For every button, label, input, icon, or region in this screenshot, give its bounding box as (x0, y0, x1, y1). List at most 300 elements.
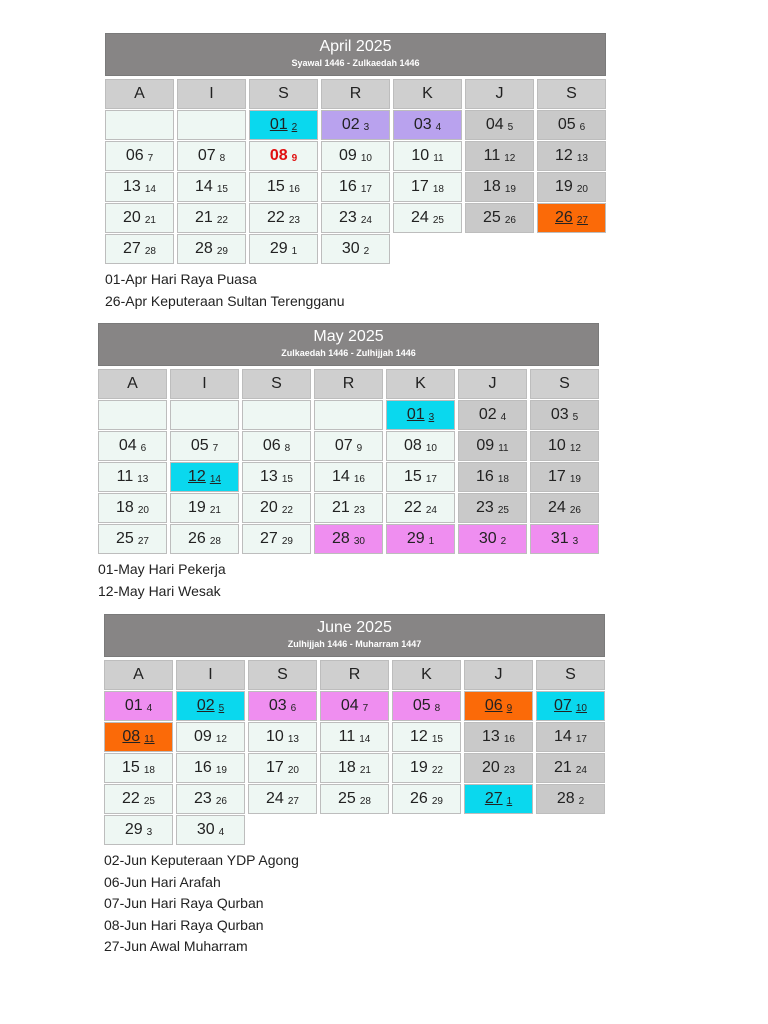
weekday-header: S (242, 369, 311, 399)
day-cell (176, 722, 245, 752)
gregorian-day: 30 (196, 821, 215, 838)
day-cell (320, 691, 389, 721)
gregorian-day: 17 (411, 178, 429, 195)
gregorian-day: 14 (332, 468, 350, 485)
holiday-item: 07-Jun Hari Raya Qurban (104, 895, 264, 911)
hijri-day: 22 (216, 215, 228, 226)
gregorian-day: 10 (266, 728, 284, 745)
day-cell (321, 110, 390, 140)
gregorian-day: 13 (260, 468, 278, 485)
day-cell (170, 493, 239, 523)
gregorian-day: 19 (410, 759, 428, 776)
holiday-item: 01-Apr Hari Raya Puasa (105, 271, 257, 287)
day-cell (386, 524, 455, 554)
day-cell (98, 462, 167, 492)
gregorian-day: 02 (341, 116, 360, 133)
day-cell (177, 203, 246, 233)
hijri-day: 20 (137, 505, 149, 516)
day-cell (392, 753, 461, 783)
gregorian-day: 11 (483, 147, 501, 164)
gregorian-day: 15 (404, 468, 422, 485)
gregorian-day: 21 (554, 759, 572, 776)
day-cell (530, 400, 599, 430)
hijri-day: 17 (425, 474, 437, 485)
holiday-item: 26-Apr Keputeraan Sultan Terengganu (105, 292, 345, 309)
day-cell (458, 462, 527, 492)
gregorian-day: 27 (123, 240, 141, 257)
calendar-grid (105, 79, 606, 264)
hijri-day: 23 (353, 505, 365, 516)
gregorian-day[interactable]: 08 (122, 728, 141, 745)
hijri-day: 2 (500, 536, 507, 547)
day-cell (176, 753, 245, 783)
day-cell[interactable] (536, 691, 605, 721)
hijri-day: 24 (575, 765, 587, 776)
day-cell (170, 524, 239, 554)
gregorian-day: 24 (411, 209, 429, 226)
weekday-header: R (320, 660, 389, 690)
gregorian-day: 18 (116, 499, 134, 516)
gregorian-day: 05 (557, 116, 576, 133)
day-cell (465, 110, 534, 140)
day-cell[interactable] (464, 691, 533, 721)
gregorian-day[interactable]: 01 (269, 116, 288, 133)
hijri-day: 18 (143, 765, 155, 776)
day-cell (249, 234, 318, 264)
hijri-day: 27 (287, 796, 299, 807)
gregorian-day[interactable]: 12 (188, 468, 206, 485)
gregorian-day: 01 (124, 697, 143, 714)
day-cell (537, 172, 606, 202)
day-cell (464, 722, 533, 752)
gregorian-day: 20 (123, 209, 141, 226)
hijri-day: 9 (506, 703, 513, 714)
day-cell (393, 141, 462, 171)
hijri-day: 4 (146, 703, 153, 714)
day-cell (177, 141, 246, 171)
day-cell[interactable] (249, 110, 318, 140)
empty-cell (98, 400, 167, 430)
gregorian-day: 15 (267, 178, 285, 195)
hijri-day: 15 (431, 734, 443, 745)
gregorian-day: 07 (197, 147, 216, 164)
day-cell (104, 784, 173, 814)
day-cell (242, 431, 311, 461)
holiday-item: 12-May Hari Wesak (98, 582, 221, 599)
hijri-day: 25 (432, 215, 444, 226)
hijri-day: 29 (216, 246, 228, 257)
day-cell (320, 753, 389, 783)
gregorian-day: 22 (122, 790, 140, 807)
hijri-day: 16 (353, 474, 365, 485)
hijri-day: 4 (218, 827, 225, 838)
day-cell (170, 431, 239, 461)
day-cell[interactable] (170, 462, 239, 492)
hijri-day: 19 (215, 765, 227, 776)
hijri-day: 14 (359, 734, 371, 745)
day-cell (248, 753, 317, 783)
gregorian-day: 06 (125, 147, 144, 164)
gregorian-day: 02 (478, 406, 497, 423)
weekday-header: J (464, 660, 533, 690)
holiday-item: 02-Jun Keputeraan YDP Agong (104, 852, 299, 868)
gregorian-day: 28 (195, 240, 213, 257)
day-cell (537, 110, 606, 140)
gregorian-day: 09 (194, 728, 212, 745)
hijri-day: 5 (572, 412, 579, 423)
gregorian-day: 23 (339, 209, 357, 226)
day-cell (536, 753, 605, 783)
day-cell[interactable] (537, 203, 606, 233)
day-cell (458, 431, 527, 461)
day-cell (321, 141, 390, 171)
gregorian-day: 30 (341, 240, 360, 257)
hijri-day: 1 (291, 246, 298, 257)
month-title: June 2025 (317, 619, 392, 636)
day-cell (465, 172, 534, 202)
gregorian-day: 10 (411, 147, 430, 164)
day-cell (458, 524, 527, 554)
hijri-day: 19 (504, 184, 516, 195)
day-cell[interactable] (464, 784, 533, 814)
month-header (105, 33, 606, 76)
day-cell (98, 524, 167, 554)
hijri-day: 1 (506, 796, 513, 807)
hijri-day: 3 (146, 827, 153, 838)
gregorian-day: 18 (483, 178, 501, 195)
day-cell (392, 691, 461, 721)
gregorian-day: 22 (267, 209, 285, 226)
hijri-day: 4 (500, 412, 507, 423)
hijri-day: 14 (144, 184, 156, 195)
hijri-day: 20 (576, 184, 588, 195)
day-cell (386, 431, 455, 461)
hijri-day: 13 (576, 153, 588, 164)
hijri-day: 2 (291, 122, 298, 133)
gregorian-day: 05 (190, 437, 209, 454)
gregorian-day: 06 (262, 437, 281, 454)
day-cell (393, 172, 462, 202)
empty-cell (105, 110, 174, 140)
weekday-header: S (530, 369, 599, 399)
day-cell (314, 462, 383, 492)
calendar-april-2025 (105, 33, 606, 312)
weekday-header: S (536, 660, 605, 690)
gregorian-day: 27 (260, 530, 278, 547)
hijri-day: 18 (432, 184, 444, 195)
holiday-item: 27-Jun Awal Muharram (104, 938, 248, 954)
day-cell (314, 493, 383, 523)
hijri-day: 21 (209, 505, 221, 516)
gregorian-day: 08 (269, 147, 288, 164)
day-cell (530, 493, 599, 523)
gregorian-day: 20 (482, 759, 500, 776)
hijri-day: 9 (356, 443, 363, 454)
hijri-day: 24 (360, 215, 372, 226)
hijri-day: 22 (281, 505, 293, 516)
day-cell (392, 722, 461, 752)
empty-cell (170, 400, 239, 430)
holiday-list (98, 559, 599, 602)
hijri-day: 6 (290, 703, 297, 714)
day-cell (105, 234, 174, 264)
day-cell (386, 493, 455, 523)
gregorian-day: 20 (260, 499, 278, 516)
weekday-header: I (176, 660, 245, 690)
holiday-item: 06-Jun Hari Arafah (104, 873, 221, 890)
gregorian-day: 25 (116, 530, 134, 547)
weekday-header: I (177, 79, 246, 109)
gregorian-day: 28 (556, 790, 575, 807)
day-cell (392, 784, 461, 814)
day-cell (248, 722, 317, 752)
hijri-day: 24 (425, 505, 437, 516)
day-cell (386, 462, 455, 492)
weekday-header: J (458, 369, 527, 399)
day-cell (177, 234, 246, 264)
day-cell (242, 493, 311, 523)
gregorian-day: 17 (548, 468, 566, 485)
gregorian-day: 23 (476, 499, 494, 516)
hijri-day: 3 (428, 412, 435, 423)
gregorian-day: 19 (188, 499, 206, 516)
gregorian-day: 30 (478, 530, 497, 547)
hijri-day: 12 (215, 734, 227, 745)
weekday-header: A (98, 369, 167, 399)
hijri-day: 29 (281, 536, 293, 547)
day-cell[interactable] (176, 691, 245, 721)
gregorian-day: 03 (550, 406, 569, 423)
day-cell (249, 203, 318, 233)
hijri-day: 8 (284, 443, 291, 454)
hijri-day: 20 (287, 765, 299, 776)
gregorian-day: 11 (116, 468, 134, 485)
holiday-item: 01-May Hari Pekerja (98, 561, 226, 577)
gregorian-day[interactable]: 06 (484, 697, 503, 714)
gregorian-day: 12 (410, 728, 428, 745)
day-cell (176, 784, 245, 814)
gregorian-day: 25 (338, 790, 356, 807)
weekday-header: A (104, 660, 173, 690)
day-cell (98, 493, 167, 523)
hijri-day: 15 (216, 184, 228, 195)
day-cell (321, 234, 390, 264)
gregorian-day: 11 (338, 728, 356, 745)
gregorian-day[interactable]: 26 (555, 209, 573, 226)
gregorian-day: 13 (482, 728, 500, 745)
hijri-day: 26 (504, 215, 516, 226)
day-cell (98, 431, 167, 461)
gregorian-day: 21 (195, 209, 213, 226)
day-cell (104, 815, 173, 845)
hijri-day: 28 (209, 536, 221, 547)
gregorian-day: 26 (410, 790, 428, 807)
day-cell (104, 691, 173, 721)
calendar-june-2025 (104, 614, 605, 958)
gregorian-day: 08 (404, 437, 422, 454)
day-cell (465, 203, 534, 233)
weekday-header: S (248, 660, 317, 690)
hijri-day: 8 (434, 703, 441, 714)
hijri-day: 2 (578, 796, 585, 807)
calendar-may-2025 (98, 323, 599, 602)
hijri-day: 16 (288, 184, 300, 195)
gregorian-day: 23 (194, 790, 212, 807)
day-cell (536, 784, 605, 814)
hijri-subtitle: Syawal 1446 - Zulkaedah 1446 (291, 58, 420, 68)
day-cell (105, 203, 174, 233)
hijri-day: 7 (147, 153, 154, 164)
gregorian-day[interactable]: 01 (406, 406, 425, 423)
day-cell (465, 141, 534, 171)
day-cell (536, 722, 605, 752)
gregorian-day: 10 (548, 437, 566, 454)
gregorian-day: 09 (476, 437, 495, 454)
weekday-header: I (170, 369, 239, 399)
gregorian-day: 04 (485, 116, 504, 133)
day-cell (248, 691, 317, 721)
hijri-day: 6 (140, 443, 147, 454)
hijri-day: 1 (428, 536, 435, 547)
gregorian-day: 29 (124, 821, 143, 838)
hijri-day: 29 (431, 796, 443, 807)
day-cell (530, 431, 599, 461)
hijri-day: 27 (576, 215, 588, 226)
weekday-header: R (314, 369, 383, 399)
gregorian-day: 18 (338, 759, 356, 776)
gregorian-day: 05 (412, 697, 431, 714)
gregorian-day[interactable]: 02 (196, 697, 215, 714)
hijri-day: 12 (504, 153, 516, 164)
gregorian-day: 29 (269, 240, 288, 257)
empty-cell (177, 110, 246, 140)
empty-cell (314, 400, 383, 430)
hijri-subtitle: Zulhijjah 1446 - Muharram 1447 (287, 639, 422, 649)
hijri-day: 15 (281, 474, 293, 485)
hijri-day: 12 (569, 443, 581, 454)
hijri-day: 10 (575, 703, 587, 714)
gregorian-day: 17 (266, 759, 284, 776)
day-cell (242, 524, 311, 554)
hijri-day: 13 (287, 734, 299, 745)
gregorian-day: 25 (483, 209, 501, 226)
hijri-day: 27 (137, 536, 149, 547)
day-cell (530, 524, 599, 554)
hijri-day: 5 (218, 703, 225, 714)
day-cell (242, 462, 311, 492)
gregorian-day: 09 (339, 147, 357, 164)
month-title: May 2025 (313, 328, 384, 345)
hijri-day: 28 (144, 246, 156, 257)
hijri-day: 4 (435, 122, 442, 133)
hijri-day: 10 (360, 153, 372, 164)
gregorian-day: 24 (266, 790, 284, 807)
holiday-list (104, 850, 605, 958)
gregorian-day: 21 (332, 499, 350, 516)
holiday-list (105, 269, 606, 312)
gregorian-day: 19 (555, 178, 573, 195)
gregorian-day: 16 (476, 468, 494, 485)
hijri-day: 11 (144, 734, 155, 745)
day-cell (105, 172, 174, 202)
hijri-day: 21 (359, 765, 371, 776)
month-header (98, 323, 599, 366)
hijri-day: 5 (507, 122, 514, 133)
gregorian-day: 13 (123, 178, 141, 195)
weekday-header: S (249, 79, 318, 109)
day-cell[interactable] (386, 400, 455, 430)
day-cell (537, 141, 606, 171)
hijri-day: 13 (137, 474, 149, 485)
gregorian-day: 14 (195, 178, 213, 195)
hijri-day: 22 (431, 765, 443, 776)
day-cell (177, 172, 246, 202)
gregorian-day: 28 (332, 530, 350, 547)
hijri-day: 11 (498, 443, 509, 454)
hijri-day: 30 (353, 536, 365, 547)
day-cell (104, 753, 173, 783)
day-cell (458, 493, 527, 523)
gregorian-day: 07 (334, 437, 353, 454)
hijri-day: 8 (219, 153, 226, 164)
weekday-header: R (321, 79, 390, 109)
day-cell (393, 203, 462, 233)
hijri-day: 17 (360, 184, 372, 195)
hijri-day: 10 (425, 443, 437, 454)
day-cell (248, 784, 317, 814)
calendar-grid (104, 660, 605, 845)
day-cell (314, 524, 383, 554)
gregorian-day: 12 (555, 147, 573, 164)
weekday-header: J (465, 79, 534, 109)
hijri-day: 26 (569, 505, 581, 516)
hijri-day: 19 (569, 474, 581, 485)
hijri-day: 23 (503, 765, 515, 776)
gregorian-day: 16 (339, 178, 357, 195)
day-cell (320, 784, 389, 814)
weekday-header: S (537, 79, 606, 109)
gregorian-day[interactable]: 07 (554, 697, 572, 714)
hijri-day: 7 (212, 443, 219, 454)
gregorian-day: 22 (404, 499, 422, 516)
day-cell (321, 172, 390, 202)
day-cell (249, 141, 318, 171)
gregorian-day: 29 (406, 530, 425, 547)
day-cell (464, 753, 533, 783)
month-header (104, 614, 605, 657)
gregorian-day[interactable]: 27 (484, 790, 503, 807)
day-cell (314, 431, 383, 461)
day-cell (393, 110, 462, 140)
gregorian-day: 31 (550, 530, 569, 547)
gregorian-day: 04 (118, 437, 137, 454)
weekday-header: K (393, 79, 462, 109)
hijri-day: 23 (288, 215, 300, 226)
day-cell (176, 815, 245, 845)
gregorian-day: 14 (554, 728, 572, 745)
hijri-day: 11 (433, 153, 444, 164)
hijri-day: 6 (579, 122, 586, 133)
gregorian-day: 03 (268, 697, 287, 714)
hijri-day: 21 (144, 215, 156, 226)
day-cell (249, 172, 318, 202)
day-cell (105, 141, 174, 171)
hijri-day: 3 (572, 536, 579, 547)
day-cell[interactable] (104, 722, 173, 752)
hijri-day: 25 (497, 505, 509, 516)
gregorian-day: 15 (122, 759, 140, 776)
hijri-day: 16 (503, 734, 515, 745)
